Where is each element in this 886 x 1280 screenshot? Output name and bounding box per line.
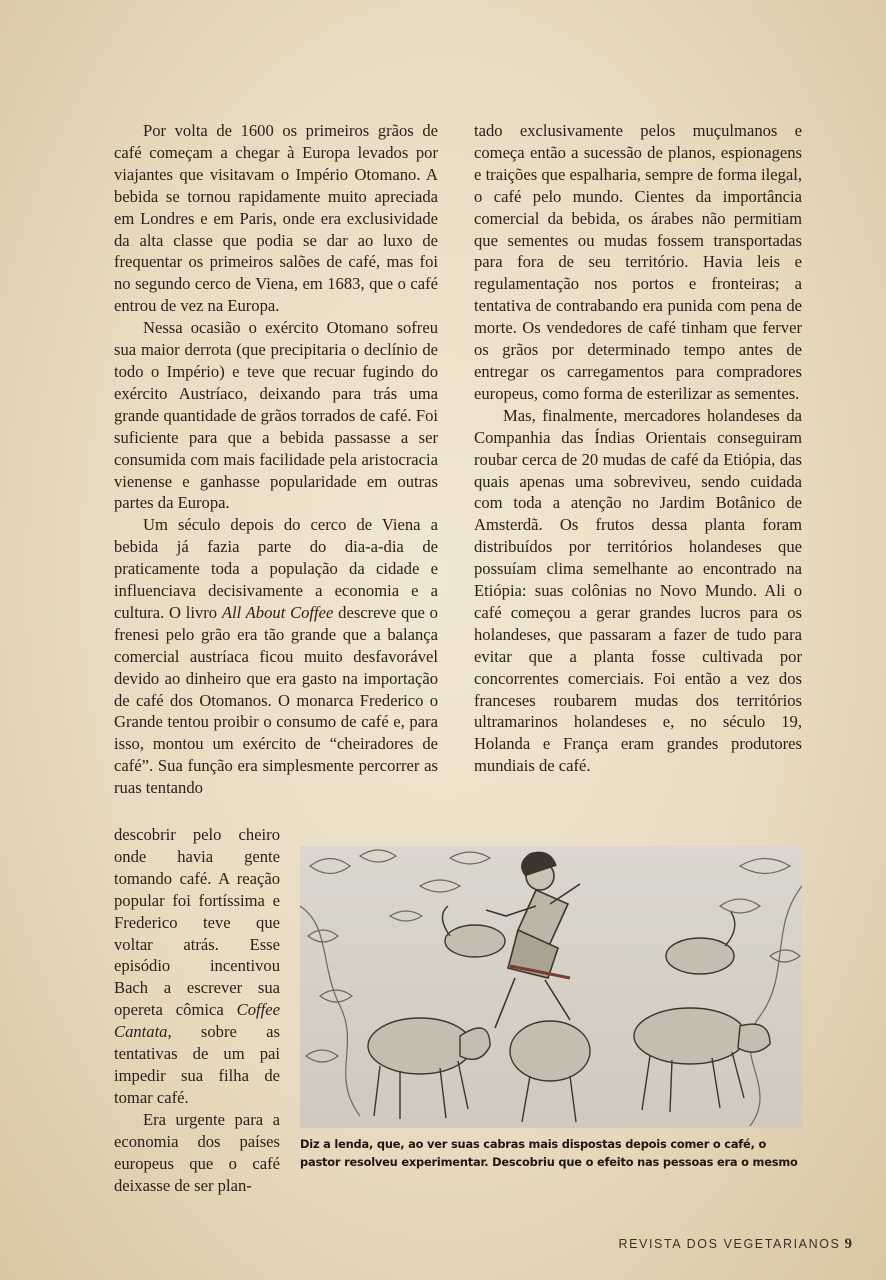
- opera-title: Coffee Cantata: [114, 1000, 280, 1042]
- paragraph: Nessa ocasião o exército Otomano sofreu sua maior derrota (que precipitaria o declínio de todo o Império) e teve que recuar fugindo do exército Austríaco, deixando para trás uma grande quantidade de grãos torrados de café. Foi suficiente para que a bebida passasse a ser consumida com mais facilidade pela aristocracia vienense e ganhasse popularidade em outras partes da Europa.: [114, 318, 438, 513]
- magazine-name: REVISTA DOS VEGETARIANOS: [618, 1237, 841, 1251]
- book-title: All About Coffee: [221, 602, 334, 622]
- paragraph-text: descreve que o frenesi pelo grão era tão grande que a balança comercial austríaca ficou muito desfavorável devido ao dinheiro que era gasto na importação de café dos Otomanos. O monarca Frederico o Grande tentou proibir o consumo de café e, para isso, montou um exército de “cheiradores de café”. Sua função era simplesmente percorrer as ruas tentando: [114, 602, 438, 798]
- paragraph-text: Um século depois do cerco de Viena a bebida já fazia parte do dia-a-dia de praticamente toda a população da cidade e influenciava decisivamente a economia e a cultura. O livro: [114, 515, 438, 622]
- paragraph: Era urgente para a economia dos países europeus que o café deixasse de ser plan-: [114, 1109, 280, 1195]
- paragraph: Mas, finalmente, mercadores holandeses da Companhia das Índias Orientais conseguiram roubar cerca de 20 mudas de café da Etiópia, das quais apenas uma sobreviveu, sendo cuidada com toda a atenção no Jardim Botânico de Amsterdã. Os frutos dessa planta foram distribuídos por territórios holandeses que possuíam clima semelhante ao encontrado na Etiópia: suas colônias no Novo Mundo. Ali o café começou a gerar grandes lucros para os holandeses, que passaram a fazer de tudo para evitar que a planta fosse cultivada por concorrentes comerciais. Foi então a vez dos franceses roubarem mudas dos territórios ultramarinos holandeses e, no século 19, Holanda e França eram grandes produtores mundiais de café.: [474, 405, 802, 776]
- page-number: 9: [844, 1236, 852, 1252]
- article-column-right: [474, 120, 802, 777]
- article-column-left: [114, 120, 438, 799]
- figure-caption: Diz a lenda, que, ao ver suas cabras mais dispostas depois comer o café, o pastor resolveu experimentar. Descobriu que o efeito nas pessoas era o mesmo: [300, 1137, 798, 1169]
- paragraph-text: descobrir pelo cheiro onde havia gente tomando café. A reação popular foi fortíssima e Frederico teve que voltar atrás. Esse episódio incentivou Bach a escrever sua opereta cômica: [114, 825, 280, 1020]
- page-footer: [618, 1236, 852, 1253]
- article-column-narrow: [114, 824, 280, 1196]
- paragraph: [114, 514, 438, 799]
- paragraph: Por volta de 1600 os primeiros grãos de café começam a chegar à Europa levados por viajantes que visitavam o Império Otomano. A bebida se tornou rapidamente muito apreciada em Londres e em Paris, onde era exclusividade da alta classe que podia se dar ao luxo de frequentar os primeiros salões de café, mas foi no segundo cerco de Viena, em 1683, que o café entrou de vez na Europa.: [114, 121, 438, 316]
- illustration-goat-herder: [300, 846, 802, 1128]
- paragraph-text: , sobre as tentativas de um pai impedir sua filha de tomar café.: [114, 1022, 280, 1107]
- sketch-illustration: [300, 846, 802, 1128]
- paragraph: [114, 824, 280, 1109]
- paragraph: tado exclusivamente pelos muçulmanos e começa então a sucessão de planos, espionagens e traições que espalharia, sempre de forma ilegal, o café pelo mundo. Cientes da importância comercial da bebida, os árabes não permitiam que sementes ou mudas fossem transportadas para fora de seu território. Havia leis e regulamentação nos portos e fronteiras; a tentativa de contrabando era punida com pena de morte. Os vendedores de café tinham que ferver os grãos por determinado tempo antes de entregar os carregamentos para compradores europeus, como forma de esterilizar as sementes.: [474, 121, 802, 403]
